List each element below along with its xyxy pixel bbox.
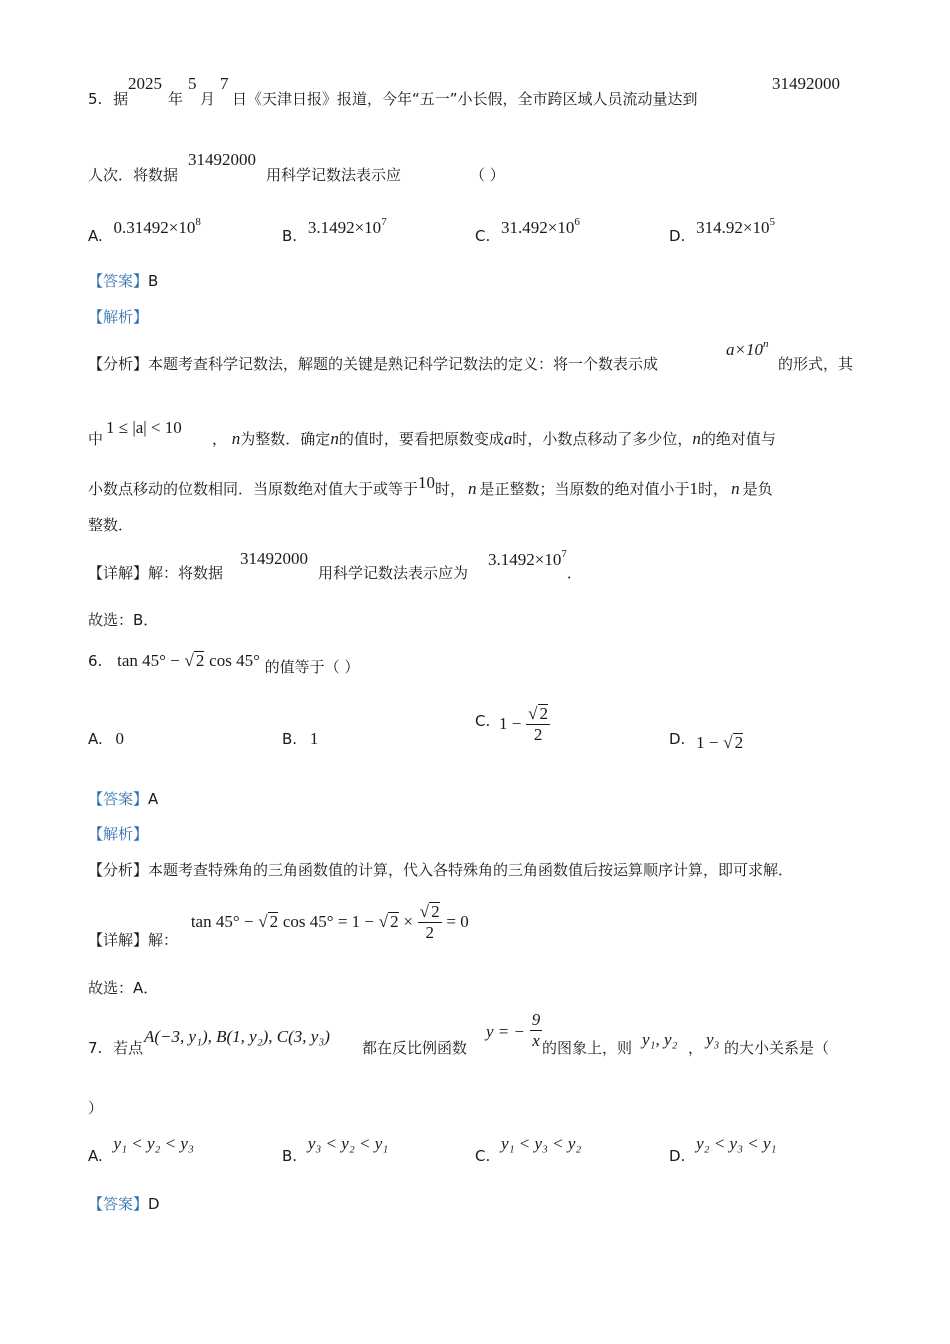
q6-choose: 故选：A．: [88, 979, 159, 997]
q5-value: 31492000: [772, 74, 840, 93]
q7-number: 7.: [88, 1039, 103, 1057]
q5-stem-line2: 人次．将数据: [88, 166, 179, 184]
q7-answer: 【答案】D: [88, 1195, 160, 1213]
q5-analysis-expr: $a\times 10^n$: [726, 338, 769, 359]
q5-option-b[interactable]: B. $3.1492\times 10^7$: [282, 216, 387, 245]
q6-option-c[interactable]: C. 1 − $\frac{√ 2}{2}$: [475, 704, 548, 744]
q5-choose: 故选：B．: [88, 611, 159, 629]
q5-detail-value: 31492000: [240, 549, 308, 568]
q7-option-b[interactable]: B. y₃ < y₂ < y₁: [282, 1134, 389, 1165]
q7-option-a[interactable]: A. y₁ < y₂ < y₃: [88, 1134, 194, 1165]
q7-stem-line2: ）: [88, 1099, 104, 1117]
q5-stem-line1: 5. 据: [88, 90, 129, 108]
q5-answer: 【答案】B: [88, 272, 159, 290]
q5-day: 7: [220, 74, 229, 93]
q5-jiexi: 【解析】: [88, 308, 149, 326]
q5-paren: （ ）: [470, 166, 505, 184]
q5-value-2: 31492000: [188, 150, 256, 169]
q7-function: y = − $\frac{9}{x}$: [486, 1010, 541, 1050]
q6-option-a[interactable]: A. 0: [88, 729, 125, 748]
q5-analysis-line4: 整数．: [88, 516, 134, 534]
q7-option-c[interactable]: C. y₁ < y₃ < y₂: [475, 1134, 582, 1165]
q5-ineq: 1 ≤ |a| < 10: [106, 418, 182, 437]
q7-points: A(−3, y₁), B(1, y₂), C(3, y₃): [144, 1027, 330, 1046]
q7-option-d[interactable]: D. y₂ < y₃ < y₁: [669, 1134, 777, 1165]
q5-option-c[interactable]: C. $31.492\times 10^6$: [475, 216, 580, 245]
q6-stem: 6. tan 45° − √ 2 cos 45° 的值等于（ ）: [88, 651, 360, 676]
q5-year: 2025: [128, 74, 162, 93]
q6-answer: 【答案】A: [88, 790, 159, 808]
q5-month: 5: [188, 74, 197, 93]
q7-stem: 7. 若点: [88, 1039, 144, 1057]
q6-number: 6.: [88, 652, 103, 670]
q5-analysis-line1: 【分析】本题考查科学记数法，解题的关键是熟记科学记数法的定义：将一个数表示成: [88, 355, 659, 373]
q5-option-d[interactable]: D. $314.92\times 10^5$: [669, 216, 775, 245]
q5-number: 5.: [88, 90, 103, 108]
q6-jiexi: 【解析】: [88, 825, 149, 843]
q5-analysis-line2: 中: [88, 430, 104, 448]
q6-detail: 【详解】解： tan 45° − √ 2 cos 45° = 1 − √ 2 × $\frac{√ 2}{2}$ = 0: [88, 902, 469, 949]
q6-option-b[interactable]: B. 1: [282, 729, 319, 748]
q5-analysis-line3: 小数点移动的位数相同．当原数绝对值大于或等于10时， n 是正整数；当原数的绝对值小于1时， n 是负: [88, 473, 773, 498]
q5-detail: 【详解】解：将数据: [88, 564, 224, 582]
q6-analysis: 【分析】本题考查特殊角的三角函数值的计算，代入各特殊角的三角函数值后按运算顺序计算，即可求解．: [88, 861, 794, 879]
q6-option-d[interactable]: D. 1 − √ 2: [669, 730, 744, 752]
q5-option-a[interactable]: A. $0.31492\times 10^8$: [88, 216, 201, 245]
q5-detail-result: $3.1492\times 10^7$．: [488, 548, 582, 582]
